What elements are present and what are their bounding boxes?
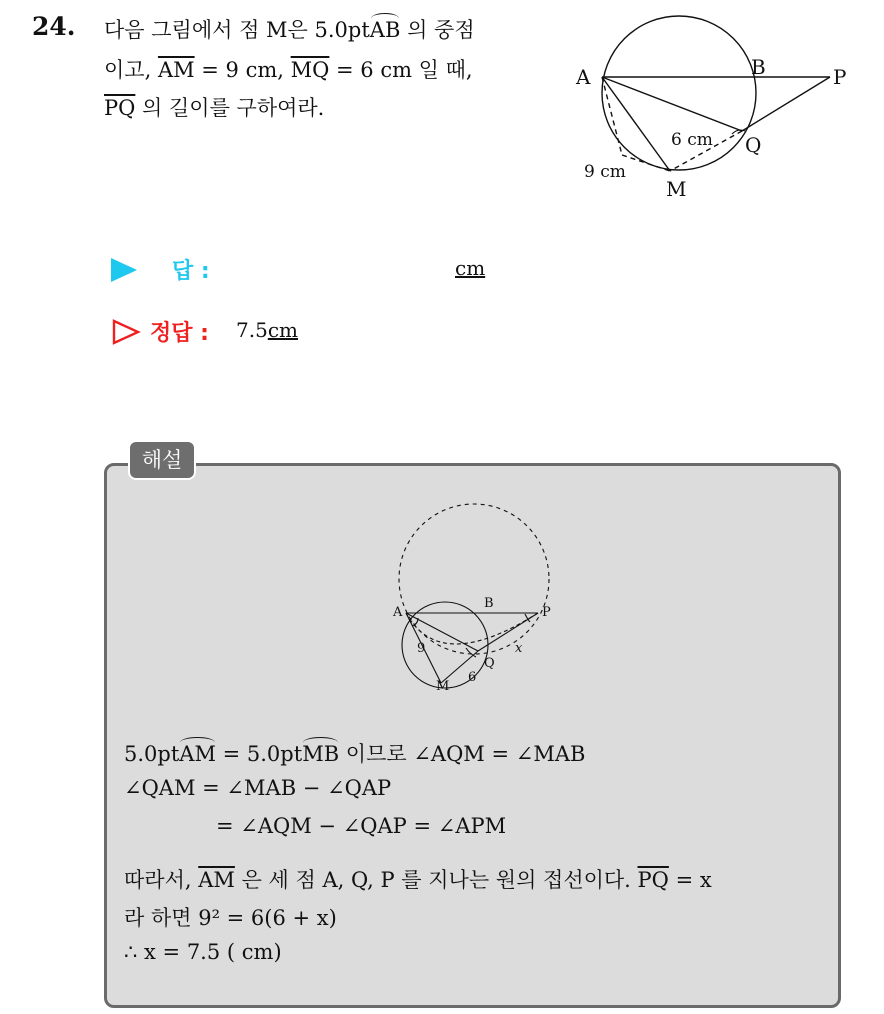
label-b: B — [484, 596, 494, 611]
arc-mb: MB — [302, 742, 340, 766]
solution-line-2: ∠QAM = ∠MAB − ∠QAP — [124, 776, 392, 800]
question-text: = 6 cm 일 때, — [329, 58, 473, 82]
segment-am: $\overline{AM}$ — [198, 868, 235, 892]
answer-label: 답 : — [172, 259, 210, 284]
arc-ab: AB — [369, 18, 401, 42]
question-line-1 — [104, 14, 475, 44]
answer-play-icon — [111, 258, 137, 282]
label-q: Q — [745, 133, 762, 157]
dashed-arc — [406, 613, 538, 644]
segment-mq: $\overline{MQ}$ — [290, 58, 330, 82]
problem-figure — [570, 4, 860, 204]
question-line-3 — [104, 92, 324, 122]
segment-am: $\overline{AM}$ — [157, 58, 195, 82]
solution-line-5: 라 하면 9² = 6(6 + x) — [124, 906, 337, 930]
label-mq-length: 6 cm — [671, 130, 713, 150]
label-m: M — [666, 177, 687, 201]
label-a: A — [393, 605, 403, 620]
label-p: P — [542, 605, 551, 620]
line-aq — [602, 77, 742, 131]
arc-am: AM — [179, 742, 216, 766]
question-number: 24. — [32, 12, 76, 41]
solution-line-4 — [124, 864, 712, 894]
solution-figure — [380, 495, 560, 695]
label-b: B — [751, 55, 766, 79]
label-x: x — [515, 641, 523, 656]
label-am-length: 9 cm — [584, 162, 626, 182]
question-text: 의 중점 — [400, 18, 475, 42]
label-m: M — [436, 679, 450, 694]
label-9: 9 — [417, 641, 426, 656]
label-q: Q — [484, 656, 495, 671]
segment-pq: $\overline{PQ}$ — [104, 96, 136, 120]
answer-unit: cm — [455, 256, 486, 280]
correct-answer-value: 7.5 — [236, 318, 268, 342]
question-text: 의 길이를 구하여라. — [135, 96, 325, 120]
solution-text: = 5.0pt — [215, 742, 303, 766]
question-text: 다음 그림에서 점 M은 5.0pt — [104, 18, 370, 42]
correct-answer — [236, 318, 298, 342]
solution-text: = x — [668, 868, 712, 892]
solution-text: 이므로 ∠AQM = ∠MAB — [339, 742, 586, 766]
question-line-2 — [104, 54, 473, 84]
solution-line-1 — [124, 738, 585, 768]
correct-answer-unit: cm — [267, 318, 298, 342]
segment-pq: $\overline{PQ}$ — [637, 868, 669, 892]
label-p: P — [833, 65, 847, 89]
solution-text: 따라서, — [124, 868, 199, 892]
correct-answer-label: 정답 : — [150, 321, 209, 346]
question-text: 이고, — [104, 58, 158, 82]
correct-answer-play-icon — [112, 319, 142, 345]
solution-line-6: ∴ x = 7.5 ( cm) — [124, 940, 282, 964]
solution-text: 은 세 점 A, Q, P 를 지나는 원의 접선이다. — [234, 868, 638, 892]
dashed-circle-aqp — [399, 504, 549, 654]
question-text: = 9 cm, — [194, 58, 291, 82]
solution-text: 5.0pt — [124, 742, 180, 766]
label-a: A — [576, 65, 591, 89]
solution-tab: 해설 — [128, 440, 196, 480]
label-6: 6 — [468, 670, 477, 685]
solution-line-3: = ∠AQM − ∠QAP = ∠APM — [216, 814, 507, 838]
